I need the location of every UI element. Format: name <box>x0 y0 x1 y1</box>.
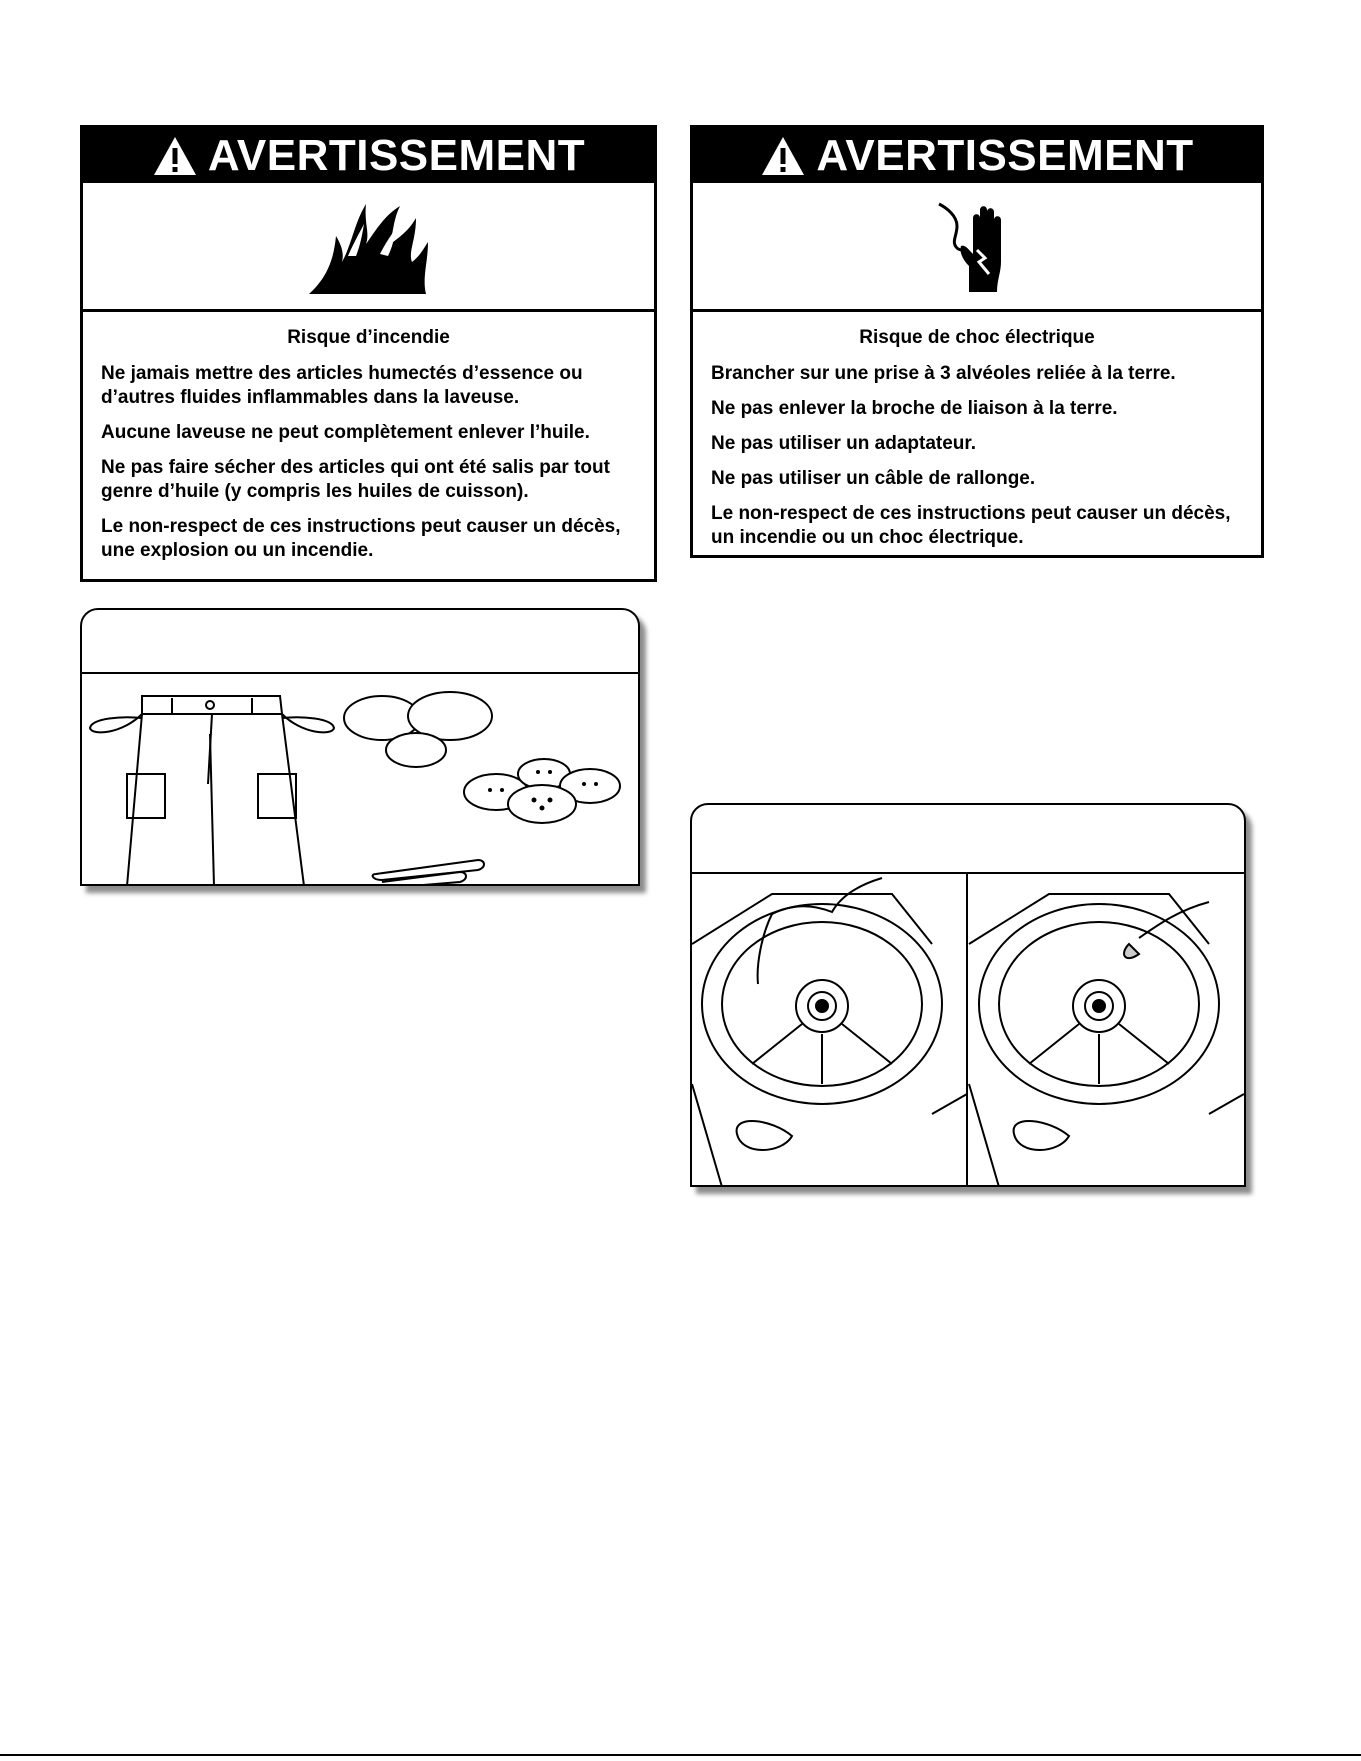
warning-header <box>83 128 654 183</box>
warning-paragraph: Ne pas utiliser un câble de rallonge. <box>711 468 1036 489</box>
illustration-empty-pockets <box>80 608 640 886</box>
page-footer-rule <box>0 1754 1361 1756</box>
risk-title: Risque d’incendie <box>287 327 450 348</box>
warning-header <box>693 128 1261 183</box>
warning-triangle-icon <box>760 135 806 177</box>
warning-box-fire <box>80 125 657 582</box>
electric-shock-hand-icon <box>927 196 1027 296</box>
warning-header-text: AVERTISSEMENT <box>207 130 586 180</box>
warning-paragraph: Ne jamais mettre des articles humectés d’essence ou d’autres fluides inflammables dans la laveuse. <box>101 363 583 408</box>
fire-icon <box>304 196 434 296</box>
risk-title: Risque de choc électrique <box>859 327 1095 348</box>
warning-paragraph: Ne pas faire sécher des articles qui ont été salis par tout genre d’huile (y compris les huiles de cuisson). <box>101 457 610 502</box>
warning-paragraph: Aucune laveuse ne peut complètement enlever l’huile. <box>101 422 590 443</box>
warning-triangle-icon <box>152 135 198 177</box>
warning-paragraph: Ne pas enlever la broche de liaison à la terre. <box>711 398 1118 419</box>
warning-paragraph: Le non-respect de ces instructions peut causer un décès, un incendie ou un choc électrique. <box>711 503 1231 548</box>
washer-tub-illustration <box>692 874 1244 1187</box>
warning-paragraph: Brancher sur une prise à 3 alvéoles reliée à la terre. <box>711 363 1176 384</box>
illustration-washer-tub <box>690 803 1246 1187</box>
warning-box-shock <box>690 125 1264 558</box>
warning-header-text: AVERTISSEMENT <box>816 130 1194 180</box>
warning-paragraph: Ne pas utiliser un adaptateur. <box>711 433 977 454</box>
pants-coins-buttons-illustration <box>82 674 638 886</box>
warning-paragraph: Le non-respect de ces instructions peut causer un décès, une explosion ou un incendie. <box>101 516 621 561</box>
